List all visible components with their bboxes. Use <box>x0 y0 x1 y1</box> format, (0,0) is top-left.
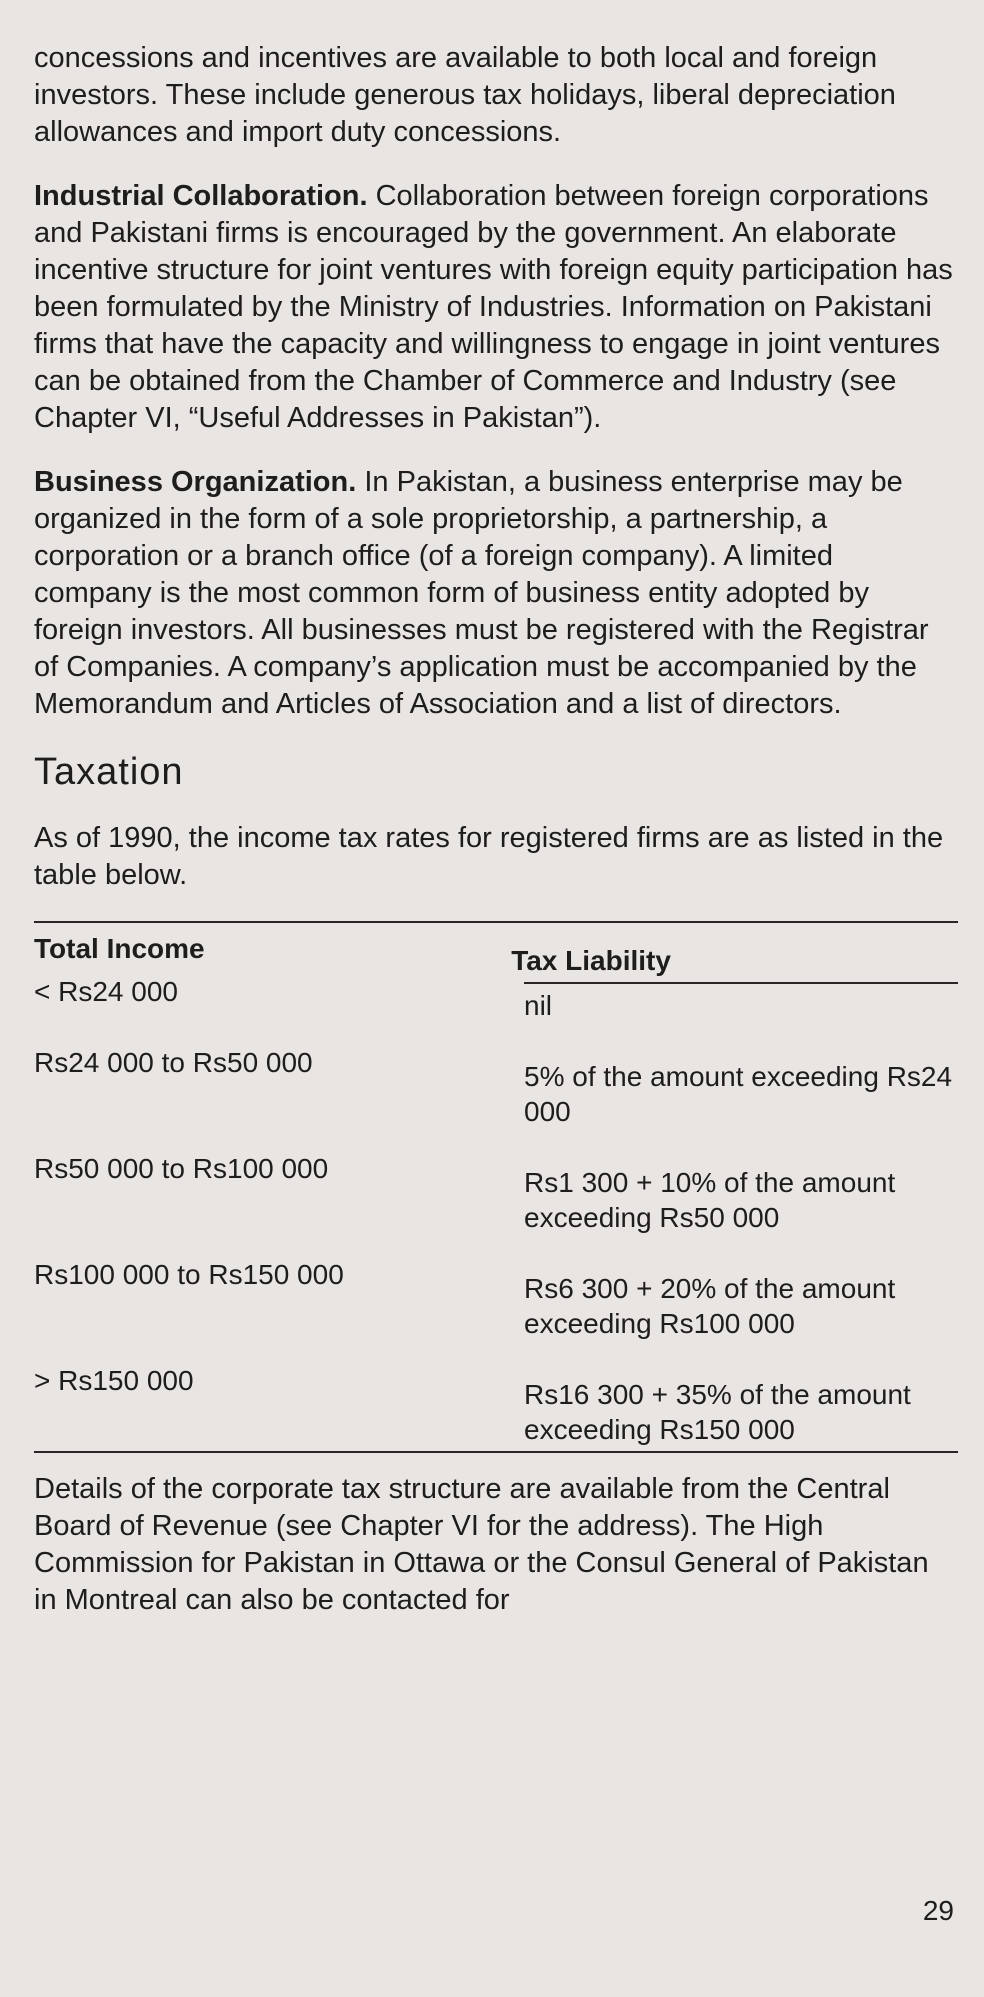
table-bottom-rule <box>34 1451 958 1453</box>
table-row <box>34 1257 958 1363</box>
cell-income: Rs24 000 to Rs50 000 <box>34 1047 313 1078</box>
cell-liability: 5% of the amount exceeding Rs24 000 <box>524 1061 953 1127</box>
paragraph-industrial-collaboration <box>34 178 958 437</box>
cell-liability: Rs1 300 + 10% of the amount exceeding Rs50 000 <box>524 1167 896 1233</box>
cell-income: > Rs150 000 <box>34 1365 194 1396</box>
paragraph-incentives <box>34 40 958 151</box>
section-heading: Taxation <box>34 751 184 793</box>
cell-income: Rs50 000 to Rs100 000 <box>34 1153 329 1184</box>
paragraph-text: In Pakistan, a business enterprise may be organized in the form of a sole proprietorship, a partnership, a corporation or a branch office (of a foreign company). A limited company is the most common form of business entity adopted by foreign investors. All businesses must be registered with the Registrar of Companies. A company’s application must be accompanied by the Memorandum and Articles of Association and a list of directors. <box>34 466 929 720</box>
cell-liability: Rs16 300 + 35% of the amount exceeding Rs150 000 <box>524 1379 911 1445</box>
tax-rate-table-body <box>34 974 958 1451</box>
taxation-intro: As of 1990, the income tax rates for registered firms are as listed in the table below. <box>34 822 944 891</box>
column-header-liability: Tax Liability <box>511 945 671 976</box>
table-row <box>34 1363 958 1451</box>
paragraph-business-organization <box>34 464 958 723</box>
cell-liability: nil <box>524 990 553 1021</box>
page-body <box>34 40 958 1619</box>
cell-liability: Rs6 300 + 20% of the amount exceeding Rs100 000 <box>524 1273 896 1339</box>
cell-income: < Rs24 000 <box>34 976 178 1007</box>
run-in-heading: Industrial Collaboration. <box>34 180 368 212</box>
run-in-heading: Business Organization. <box>34 466 357 498</box>
paragraph-text: Collaboration between foreign corporations and Pakistani firms is encouraged by the government. An elaborate incentive structure for joint ventures with foreign equity participation has been formulated by the Ministry of Industries. Information on Pakistani firms that have the capacity and willingness to engage in joint ventures can be obtained from the Chamber of Commerce and Industry (see Chapter VI, “Useful Addresses in Pakistan”). <box>34 180 953 434</box>
paragraph-text: concessions and incentives are available to both local and foreign investors. These include generous tax holidays, liberal depreciation allowances and import duty concessions. <box>34 42 896 148</box>
column-header-income: Total Income <box>34 933 205 964</box>
closing-paragraph: Details of the corporate tax structure are available from the Central Board of Revenue (see Chapter VI for the address). The High Commission for Pakistan in Ottawa or the Consul General of Pakistan in Montreal can also be contacted for <box>34 1473 929 1616</box>
page-number: 29 <box>922 1895 954 1926</box>
table-row <box>34 1045 958 1151</box>
table-row <box>34 1151 958 1257</box>
cell-income: Rs100 000 to Rs150 000 <box>34 1259 344 1290</box>
table-row <box>34 974 958 1045</box>
